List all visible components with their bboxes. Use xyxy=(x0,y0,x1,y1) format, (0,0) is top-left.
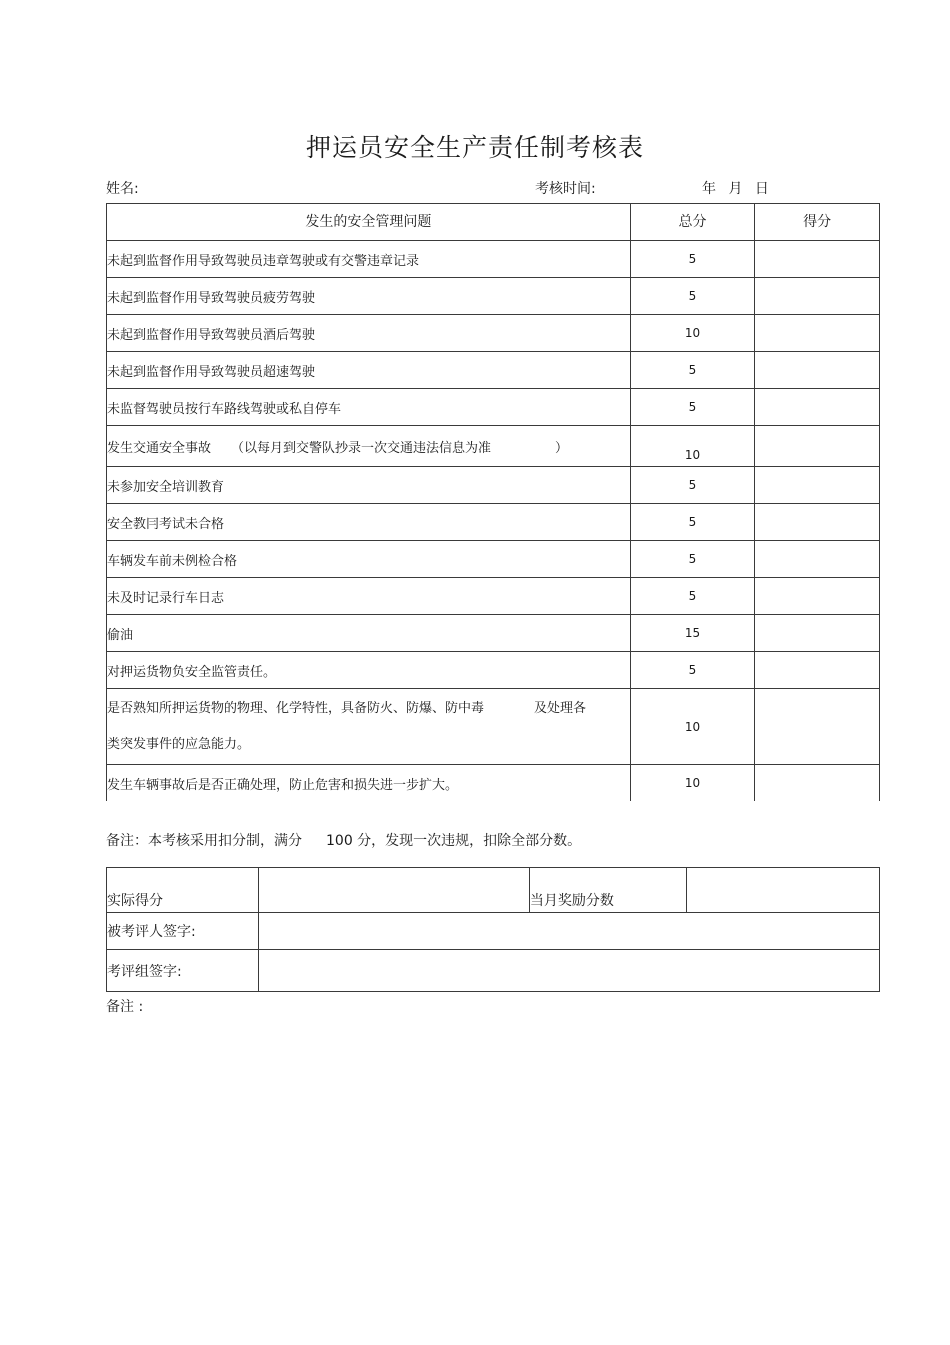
table-row xyxy=(107,278,880,315)
issue-cell: 发生车辆事故后是否正确处理，防止危害和损失进一步扩大。 xyxy=(107,765,631,802)
total-score-cell: 5 xyxy=(630,278,755,315)
issue-text-line2: 类突发事件的应急能力。 xyxy=(107,736,251,752)
examinee-signature-label: 被考评人签字: xyxy=(107,913,259,950)
issue-text: 发生交通安全事故 xyxy=(107,440,212,456)
got-score-cell[interactable] xyxy=(755,467,880,504)
issue-cell: 安全教冃考试未合格 xyxy=(107,504,631,541)
issue-text-continued: 及处理各 xyxy=(534,700,587,716)
total-score-cell: 5 xyxy=(630,241,755,278)
got-score-cell[interactable] xyxy=(755,615,880,652)
total-score-cell: 10 xyxy=(630,315,755,352)
table-row xyxy=(107,426,880,467)
actual-score-field[interactable] xyxy=(258,868,529,913)
column-header-total: 总分 xyxy=(630,204,755,241)
table-row xyxy=(107,315,880,352)
got-score-cell[interactable] xyxy=(755,652,880,689)
reward-score-field[interactable] xyxy=(686,868,879,913)
got-score-cell[interactable] xyxy=(755,689,880,765)
group-signature-label: 考评组签字: xyxy=(107,950,259,992)
table-row xyxy=(107,765,880,802)
column-header-issue: 发生的安全管理问题 xyxy=(107,204,631,241)
summary-table xyxy=(106,867,880,992)
table-row xyxy=(107,652,880,689)
date-placeholder: 年 月 日 xyxy=(702,181,769,197)
reward-score-label: 当月奖励分数 xyxy=(529,868,686,913)
table-row xyxy=(107,615,880,652)
issue-cell: 未起到监督作用导致驾驶员超速驾驶 xyxy=(107,352,631,389)
issue-cell: 未起到监督作用导致驾驶员酒后驾驶 xyxy=(107,315,631,352)
summary-row xyxy=(107,868,880,913)
got-score-cell[interactable] xyxy=(755,504,880,541)
issue-cell xyxy=(107,426,631,467)
total-score-cell: 5 xyxy=(630,389,755,426)
total-score-cell: 5 xyxy=(630,352,755,389)
name-label: 姓名: xyxy=(106,181,139,197)
table-row xyxy=(107,689,880,765)
issue-note-text: （以每月到交警队抄录一次交通违法信息为准 xyxy=(231,440,492,456)
group-signature-field[interactable] xyxy=(258,950,879,992)
got-score-cell[interactable] xyxy=(755,352,880,389)
table-row xyxy=(107,241,880,278)
total-score-cell: 15 xyxy=(630,615,755,652)
examinee-signature-field[interactable] xyxy=(258,913,879,950)
got-score-cell[interactable] xyxy=(755,315,880,352)
issue-cell: 对押运货物负安全监管责任。 xyxy=(107,652,631,689)
table-row xyxy=(107,389,880,426)
total-score-cell: 10 xyxy=(630,689,755,765)
issue-cell: 未起到监督作用导致驾驶员疲劳驾驶 xyxy=(107,278,631,315)
issue-note-close: ） xyxy=(555,440,569,456)
table-row xyxy=(107,352,880,389)
scoring-note xyxy=(106,830,581,850)
got-score-cell[interactable] xyxy=(755,389,880,426)
remarks-label: 备注 : xyxy=(106,999,144,1015)
total-score-cell: 5 xyxy=(630,467,755,504)
scoring-note-value: 100 分，发现一次违规，扣除全部分数。 xyxy=(326,833,582,849)
assessment-time-label: 考核时间: xyxy=(535,181,596,197)
issue-text: 是否熟知所押运货物的物理、化学特性，具备防火、防爆、防中毒 xyxy=(107,700,485,716)
total-score-cell: 5 xyxy=(630,504,755,541)
issue-cell: 未及时记录行车日志 xyxy=(107,578,631,615)
issue-cell: 车辆发车前未例检合格 xyxy=(107,541,631,578)
total-score-cell: 5 xyxy=(630,541,755,578)
issue-cell: 未参加安全培训教育 xyxy=(107,467,631,504)
table-row xyxy=(107,467,880,504)
got-score-cell[interactable] xyxy=(755,541,880,578)
got-score-cell[interactable] xyxy=(755,278,880,315)
got-score-cell[interactable] xyxy=(755,241,880,278)
total-score-cell: 10 xyxy=(630,765,755,802)
total-score-cell: 5 xyxy=(630,578,755,615)
column-header-got: 得分 xyxy=(755,204,880,241)
issue-cell: 未监督驾驶员按行车路线驾驶或私自停车 xyxy=(107,389,631,426)
issue-cell xyxy=(107,689,631,765)
scoring-note-prefix: 备注：本考核采用扣分制，满分 xyxy=(106,833,302,849)
got-score-cell[interactable] xyxy=(755,426,880,467)
summary-row xyxy=(107,913,880,950)
total-score-cell: 10 xyxy=(630,426,755,467)
actual-score-label: 实际得分 xyxy=(107,868,259,913)
assessment-table xyxy=(106,203,880,801)
total-score-cell: 5 xyxy=(630,652,755,689)
table-header-row xyxy=(107,204,880,241)
got-score-cell[interactable] xyxy=(755,578,880,615)
page-title: 押运员安全生产责任制考核表 xyxy=(305,133,644,162)
issue-cell: 未起到监督作用导致驾驶员违章驾驶或有交警违章记录 xyxy=(107,241,631,278)
issue-cell: 偷油 xyxy=(107,615,631,652)
table-row xyxy=(107,541,880,578)
table-row xyxy=(107,578,880,615)
got-score-cell[interactable] xyxy=(755,765,880,802)
table-row xyxy=(107,504,880,541)
summary-row xyxy=(107,950,880,992)
